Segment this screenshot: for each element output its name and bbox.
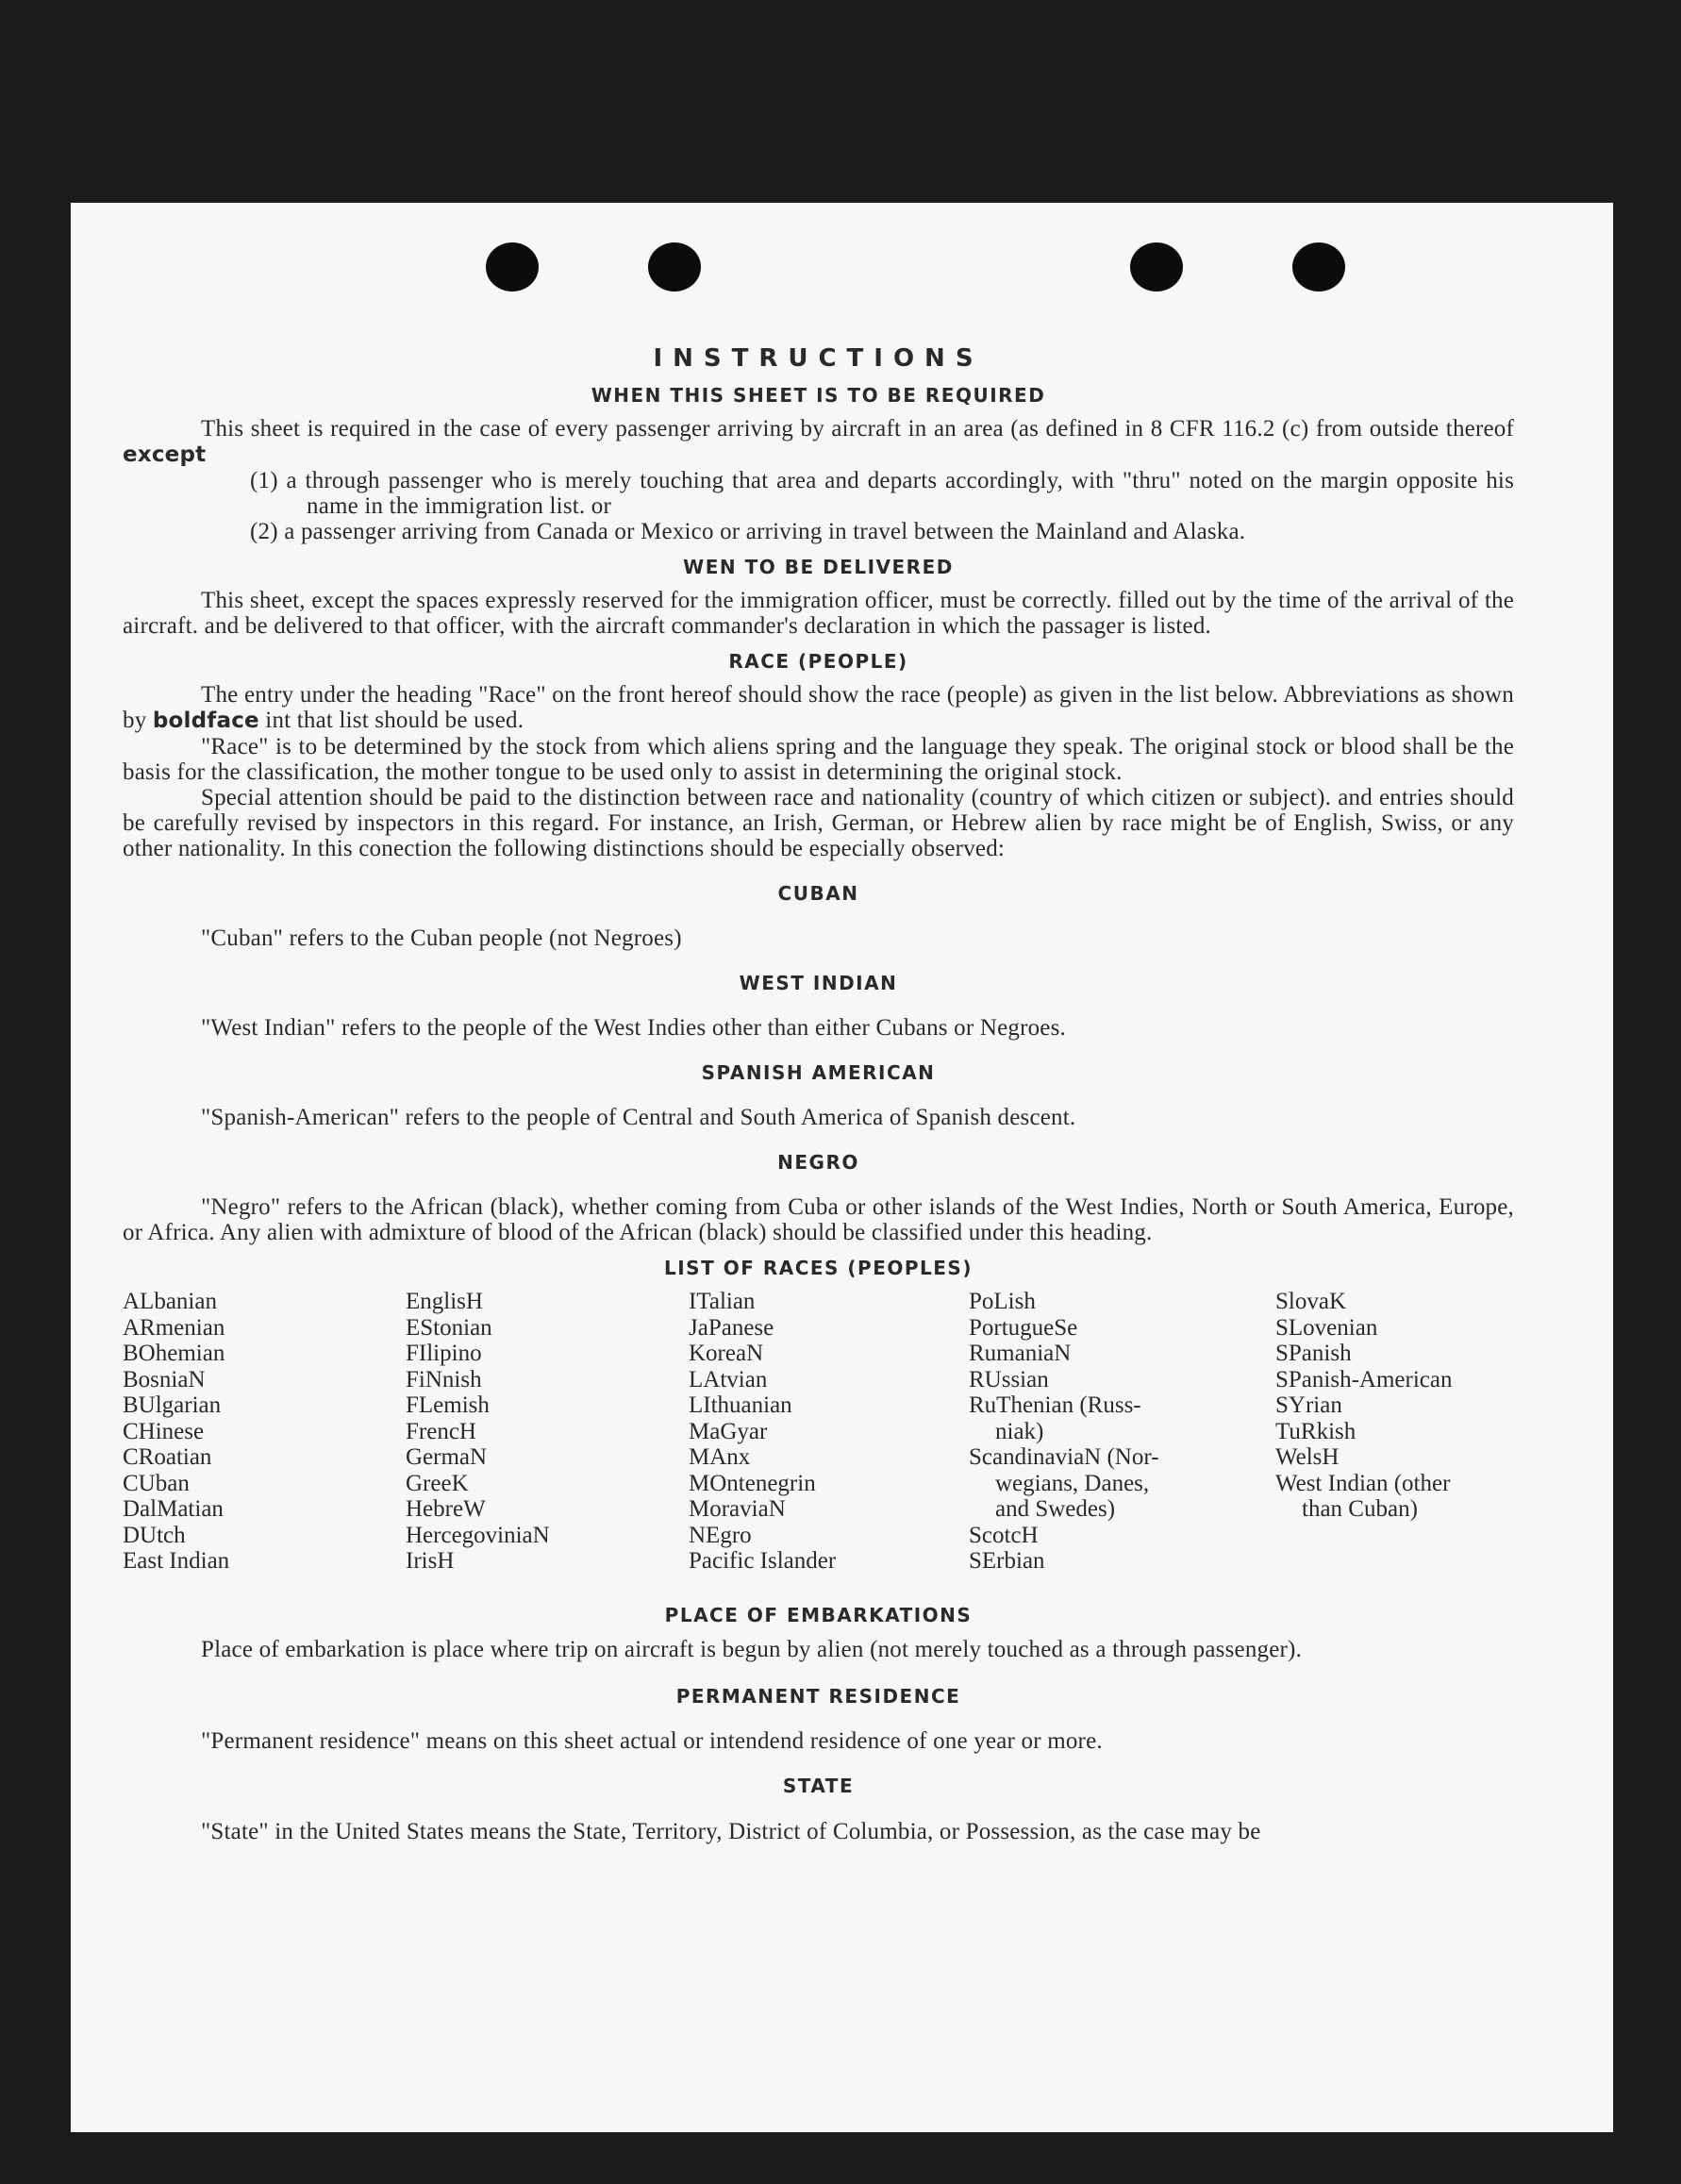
west-indian-text: "West Indian" refers to the people of the West Indies other than either Cubans or Negroes.	[201, 1015, 1066, 1041]
delivered-text: This sheet, except the spaces expressly reserved for the immigration officer, must be correctly. filled out by the time of the arrival of the aircraft. and be delivered to that officer, with the aircraft commander's declaration in which the passager is listed.	[123, 588, 1514, 639]
section-heading-west-indian: WEST INDIAN	[739, 972, 898, 994]
race-item: BOhemian	[123, 1341, 225, 1366]
race-item: FiNnish	[406, 1366, 482, 1392]
required-item-1: (1) a through passenger who is merely touching that area and departs accordingly, with "thru" noted on the margin opposite his name in the immigration list. or	[250, 468, 1514, 519]
race-item: JaPanese	[689, 1314, 774, 1341]
race-item: niak)	[995, 1418, 1044, 1444]
section-heading-list-of-races: LIST OF RACES (PEOPLES)	[664, 1257, 973, 1279]
required-item-2: (2) a passenger arriving from Canada or Mexico or arriving in travel between the Mainland and Alaska.	[250, 519, 1246, 544]
race-item: LIthuanian	[689, 1392, 792, 1418]
race-item: EStonian	[406, 1314, 492, 1341]
race-paragraph-2: "Race" is to be determined by the stock from which aliens spring and the language they speak. The original stock or blood shall be the basis for the classification, the mother tongue to be used only to assist in determining the original stock.	[123, 734, 1514, 785]
race-item: ARmenian	[123, 1314, 225, 1341]
document-body	[123, 344, 1514, 1846]
race-item: West Indian (other	[1275, 1470, 1451, 1496]
keyword-except: except	[123, 442, 207, 467]
race-item: FIlipino	[406, 1341, 482, 1366]
race-paragraph-3: Special attention should be paid to the distinction between race and nationality (country of which citizen or subject). and entries should be carefully revised by inspectors in this regard. For instance, an Irish, German, or Hebrew alien by race might be of English, Swiss, or any other nationality. In this conection the following distinctions should be especially observed:	[123, 785, 1514, 861]
section-heading-required: WHEN THIS SHEET IS TO BE REQUIRED	[591, 384, 1046, 407]
section-heading-residence: PERMANENT RESIDENCE	[675, 1685, 961, 1708]
race-item: HercegoviniaN	[406, 1522, 550, 1548]
race-item: RuThenian (Russ-	[969, 1392, 1141, 1418]
section-heading-delivered: WEN TO BE DELIVERED	[683, 556, 954, 578]
section-heading-cuban: CUBAN	[777, 882, 859, 905]
race-item: ALbanian	[123, 1289, 217, 1314]
race-column-1	[123, 1289, 229, 1575]
race-item: HebreW	[406, 1496, 486, 1522]
race-item: TuRkish	[1275, 1418, 1356, 1444]
section-heading-spanish-american: SPANISH AMERICAN	[701, 1061, 936, 1084]
race-item: SlovaK	[1275, 1289, 1346, 1314]
race-item: Pacific Islander	[689, 1548, 837, 1574]
race-item: SPanish-American	[1275, 1366, 1453, 1392]
binder-hole	[486, 242, 539, 292]
race-item: SErbian	[969, 1548, 1045, 1574]
race-item: DUtch	[123, 1522, 186, 1548]
race-item: East Indian	[123, 1548, 230, 1574]
race-item: FrencH	[406, 1418, 476, 1444]
race-item: SLovenian	[1275, 1314, 1378, 1341]
embarkation-text: Place of embarkation is place where trip on aircraft is begun by alien (not merely touched as a through passenger).	[201, 1637, 1303, 1662]
race-item: DalMatian	[123, 1496, 224, 1522]
race-item: RumaniaN	[969, 1341, 1072, 1366]
race-item: GermaN	[406, 1444, 488, 1470]
race-item: KoreaN	[689, 1341, 764, 1366]
residence-text: "Permanent residence" means on this sheet actual or intendend residence of one year or more.	[201, 1728, 1103, 1754]
race-item: PortugueSe	[969, 1314, 1078, 1341]
race-column-2	[406, 1289, 550, 1575]
race-item: MOntenegrin	[689, 1470, 816, 1496]
required-intro: This sheet is required in the case of every passenger arriving by aircraft in an area (as defined in 8 CFR 116.2 (c) from outside thereof except	[123, 416, 1514, 467]
race-column-3	[689, 1289, 836, 1575]
race-item: BUlgarian	[123, 1392, 222, 1418]
spanish-american-text: "Spanish-American" refers to the people of Central and South America of Spanish descent.	[201, 1105, 1076, 1130]
race-item: WelsH	[1275, 1444, 1340, 1470]
document-page	[71, 203, 1613, 2132]
race-item: SYrian	[1275, 1392, 1342, 1418]
race-item: LAtvian	[689, 1366, 768, 1392]
binder-hole	[648, 242, 701, 292]
race-item: CRoatian	[123, 1444, 212, 1470]
race-item: BosniaN	[123, 1366, 206, 1392]
race-item: wegians, Danes,	[995, 1470, 1150, 1496]
race-column-5	[1275, 1289, 1452, 1523]
race-item: MAnx	[689, 1444, 751, 1470]
cuban-text: "Cuban" refers to the Cuban people (not Negroes)	[201, 925, 682, 951]
race-column-4	[969, 1289, 1159, 1575]
race-paragraph-1: The entry under the heading "Race" on the front hereof should show the race (people) as given in the list below. Abbreviations as shown by boldface int that list should be used.	[123, 682, 1514, 733]
binder-hole	[1130, 242, 1183, 292]
race-item: and Swedes)	[995, 1496, 1116, 1522]
race-list	[123, 1289, 1514, 1592]
race-item: NEgro	[689, 1522, 752, 1548]
race-item: ScotcH	[969, 1522, 1039, 1548]
section-heading-race: RACE (PEOPLE)	[728, 650, 908, 673]
negro-text: "Negro" refers to the African (black), whether coming from Cuba or other islands of the West Indies, North or South America, Europe, or Africa. Any alien with admixture of blood of the African (black) should be classified under this heading.	[123, 1194, 1514, 1245]
race-item: CHinese	[123, 1418, 205, 1444]
race-item: CUban	[123, 1470, 190, 1496]
race-item: IrisH	[406, 1548, 455, 1574]
race-item: MoraviaN	[689, 1496, 786, 1522]
race-item: FLemish	[406, 1392, 490, 1418]
keyword-boldface: boldface	[152, 709, 259, 733]
binder-hole	[1292, 242, 1345, 292]
race-item: GreeK	[406, 1470, 469, 1496]
section-heading-state: STATE	[782, 1775, 855, 1797]
section-heading-embarkation: PLACE OF EMBARKATIONS	[664, 1604, 973, 1626]
race-item: SPanish	[1275, 1341, 1352, 1366]
race-item: ITalian	[689, 1289, 756, 1314]
race-item: PoLish	[969, 1289, 1036, 1314]
race-item: RUssian	[969, 1366, 1049, 1392]
race-item: than Cuban)	[1302, 1496, 1418, 1522]
race-item: ScandinaviaN (Nor-	[969, 1444, 1159, 1470]
race-item: MaGyar	[689, 1418, 768, 1444]
state-text: "State" in the United States means the State, Territory, District of Columbia, or Possession, as the case may be	[201, 1819, 1261, 1844]
section-heading-negro: NEGRO	[777, 1151, 859, 1174]
page-title: INSTRUCTIONS	[653, 344, 984, 373]
race-item: EnglisH	[406, 1289, 483, 1314]
